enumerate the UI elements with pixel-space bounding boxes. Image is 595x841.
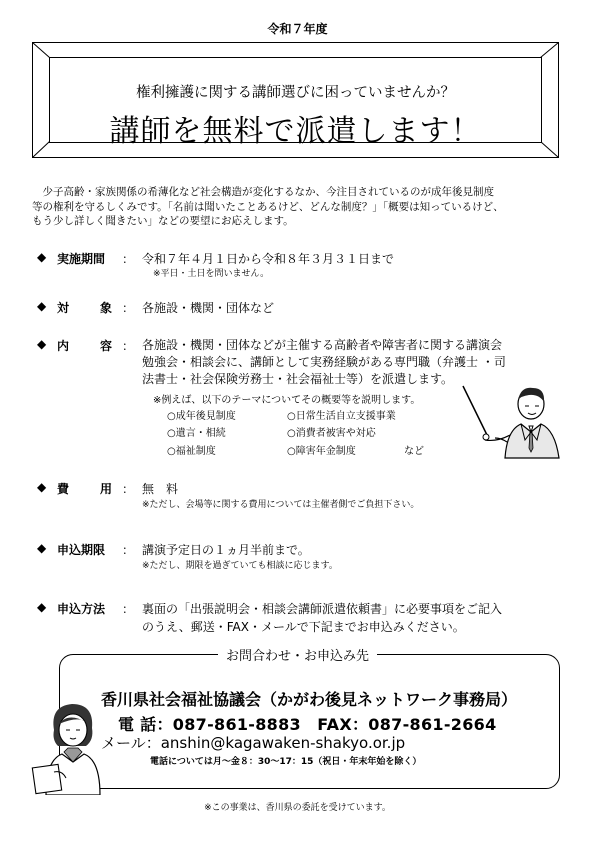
colon: ： (122, 301, 135, 315)
banner-title: 講師を無料で派遣します！ (109, 114, 482, 149)
theme-item: ○障害年金制度 (287, 446, 356, 457)
content-line: 勉強会・相談会に、講師として実務経験がある専門職（弁護士 ・司 (142, 355, 506, 369)
contact-email[interactable]: メール：anshin@kagawaken-shakyo.or.jp (101, 734, 406, 752)
deadline-label: 申込期限 (57, 543, 106, 557)
footer-note: ※この事業は、香川県の委託を受けています。 (204, 803, 391, 813)
contact-title (0, 645, 595, 664)
period-note: ※平日・土日を問いません。 (153, 269, 270, 279)
receptionist-illustration (28, 700, 118, 795)
method-label: 申込方法 (57, 602, 106, 616)
content-line: 各施設・機関・団体などが主催する高齢者や障害者に関する講演会 (142, 338, 503, 352)
colon: ： (122, 482, 135, 496)
colon: ： (122, 339, 135, 353)
headline-banner (32, 42, 559, 158)
fee-value: 無 料 (142, 482, 179, 496)
intro-paragraph (32, 185, 562, 229)
colon: ： (122, 602, 135, 616)
period-label: 実施期間 (57, 252, 106, 266)
target-label-1: 対 (57, 301, 70, 315)
fiscal-year-label: 令和７年度 (267, 22, 328, 36)
intro-line: 少子高齢・家族関係の希薄化など社会構造が変化するなか、今注目されているのが成年後見制度 (32, 186, 494, 198)
method-description (142, 600, 502, 636)
theme-etc: など (404, 446, 424, 457)
bullet-diamond: ◆ (37, 541, 47, 555)
content-label-1: 内 (57, 339, 70, 353)
theme-item: ○日常生活自立支援事業 (287, 411, 396, 422)
theme-item: ○成年後見制度 (167, 411, 236, 422)
colon: ： (122, 252, 135, 266)
target-label-2: 象 (100, 301, 113, 315)
lecturer-illustration (455, 380, 575, 460)
content-description (142, 337, 506, 388)
theme-item: ○遺言・相続 (167, 428, 226, 439)
deadline-value: 講演予定日の１ヵ月半前まで。 (142, 543, 310, 557)
target-value: 各施設・機関・団体など (142, 301, 275, 315)
bullet-diamond: ◆ (37, 337, 47, 351)
intro-line: 等の権利を守るしくみです。「名前は聞いたことあるけど、どんな制度？」「概要は知っているけど、 (32, 200, 504, 213)
contact-phone-fax: 電 話：087-861-8883 FAX：087-861-2664 (118, 715, 497, 734)
fee-label-2: 用 (100, 482, 113, 496)
content-label-2: 容 (100, 339, 113, 353)
bullet-diamond: ◆ (37, 299, 47, 313)
period-value: 令和７年４月１日から令和８年３月３１日まで (142, 252, 395, 266)
colon: ： (122, 543, 135, 557)
bullet-diamond: ◆ (37, 250, 47, 264)
fee-label-1: 費 (57, 482, 70, 496)
content-line: 法書士・社会保険労務士・社会福祉士等）を派遣します。 (142, 372, 454, 386)
bullet-diamond: ◆ (37, 600, 47, 614)
fee-note: ※ただし、会場等に関する費用については主催者側でご負担下さい。 (142, 500, 420, 510)
deadline-note: ※ただし、期限を過ぎていても相談に応じます。 (142, 561, 338, 571)
content-example-note: ※例えば、以下のテーマについてその概要等を説明します。 (153, 395, 421, 406)
theme-item: ○消費者被害や対応 (287, 428, 376, 439)
bullet-diamond: ◆ (37, 480, 47, 494)
theme-item: ○福祉制度 (167, 446, 216, 457)
contact-organization: 香川県社会福祉協議会（かがわ後見ネットワーク事務局） (100, 690, 517, 709)
method-line: 裏面の「出張説明会・相談会講師派遣依頼書」に必要事項をご記入 (142, 602, 503, 616)
contact-title-text: お問合わせ・お申込み先 (218, 649, 377, 664)
contact-hours: 電話については月～金８：30～17：15（祝日・年末年始を除く） (150, 757, 422, 767)
intro-line: もう少し詳しく聞きたい」などの要望にお応えします。 (32, 215, 294, 227)
method-line: のうえ、郵送・FAX・メールで下記までお申込みください。 (142, 620, 465, 634)
banner-subtitle: 権利擁護に関する講師選びに困っていませんか？ (136, 85, 455, 101)
